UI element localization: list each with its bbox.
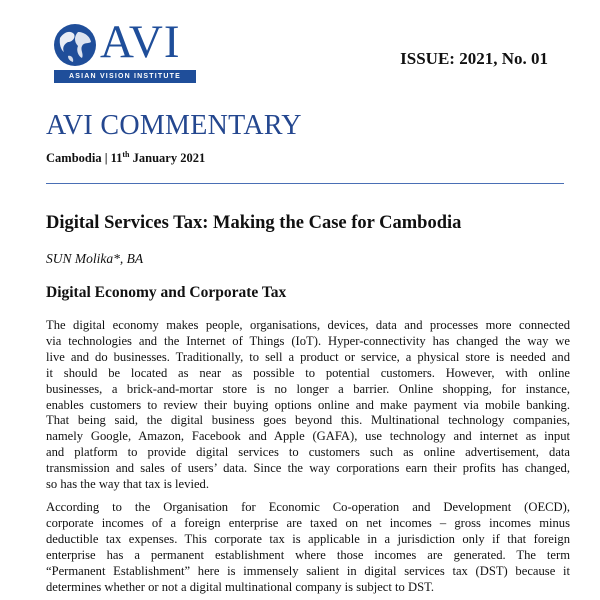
section-heading: Digital Economy and Corporate Tax: [46, 284, 287, 301]
paragraph-line: According to the Organisation for Economic Co-operation and Development (OECD),: [46, 500, 570, 514]
paragraph-2: [46, 500, 570, 595]
paragraph-line: via technologies and the Internet of Things (IoT). Hyper-connectivity has changed the way we: [46, 333, 570, 348]
paragraph-line: That being said, the digital business goes beyond this. Multinational technology companies,: [46, 413, 570, 428]
paragraph-line: live and do businesses. Traditionally, to sell a product or service, a physical store is needed and: [46, 349, 570, 364]
dateline-ordinal: th: [122, 150, 130, 159]
article-author: SUN Molika*, BA: [46, 251, 144, 266]
paragraph-line: enables customers to review their buying options online and make payment via mobile banking.: [46, 397, 570, 412]
paragraph-line: corporate incomes of a foreign enterprise are taxed on net incomes – gross incomes minus: [46, 515, 570, 530]
paragraph-line: transmission and sales of users’ data. Since the way corporations earn their profits has changed,: [46, 461, 570, 476]
paragraph-line: and platform to provide digital services to customers such as online advertisement, data: [46, 445, 570, 460]
paragraph-line: so has the way that tax is levied.: [46, 477, 209, 492]
paragraph-line: enterprise has a permanent establishment where those incomes are generated. The term: [46, 547, 570, 562]
paragraph-line: determines whether or not a digital multinational company is subject to DST.: [46, 579, 434, 594]
dateline: [46, 150, 205, 166]
logo-subtitle: ASIAN VISION INSTITUTE: [54, 70, 196, 83]
article-title: Digital Services Tax: Making the Case for Cambodia: [46, 213, 462, 233]
issue-number: ISSUE: 2021, No. 01: [400, 49, 548, 68]
paragraph-1: [46, 318, 570, 493]
paragraph-line: it should be located as near as possible to potential customers. However, with online: [46, 365, 570, 380]
paragraph-line: “Permanent Establishment” here is immensely salient in digital services tax (DST) because it: [46, 563, 570, 578]
dateline-prefix: Cambodia | 11: [46, 151, 123, 166]
dateline-suffix: January 2021: [129, 151, 206, 166]
avi-logo: [52, 16, 197, 84]
globe-icon: [52, 22, 98, 68]
logo-wordmark: AVI: [100, 16, 181, 68]
paragraph-line: deductible tax expenses. This corporate tax is applicable in a jurisdiction only if that foreign: [46, 531, 570, 546]
series-title: AVI COMMENTARY: [46, 110, 302, 141]
header-divider: [46, 183, 564, 184]
paragraph-line: namely Google, Amazon, Facebook and Apple (GAFA), use technology and internet as input: [46, 429, 570, 444]
paragraph-line: businesses, a brick-and-mortar store is no longer a barrier. Online shopping, for instance,: [46, 381, 570, 396]
paragraph-line: The digital economy makes people, organisations, devices, data and processes more connected: [46, 318, 570, 332]
